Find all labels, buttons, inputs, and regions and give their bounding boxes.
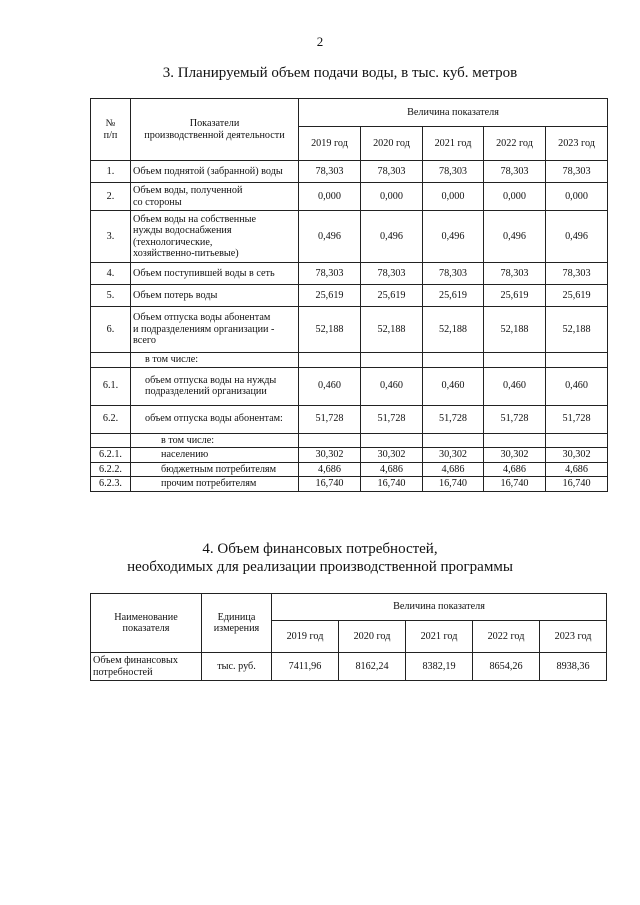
table-cell: 4,686 xyxy=(299,462,361,477)
table-cell: 0,460 xyxy=(546,367,608,405)
table-cell: 30,302 xyxy=(546,448,608,463)
row-label: объем отпуска воды на нужды подразделений организации xyxy=(131,367,299,405)
table-row xyxy=(91,462,608,477)
row-number: 5. xyxy=(91,285,131,307)
table-cell: 25,619 xyxy=(546,285,608,307)
table-cell: 16,740 xyxy=(546,477,608,492)
table-cell xyxy=(546,433,608,448)
row-label: объем отпуска воды абонентам: xyxy=(131,405,299,433)
table-cell: 8938,36 xyxy=(540,653,607,681)
year-header: 2023 год xyxy=(540,621,607,653)
year-header: 2020 год xyxy=(339,621,406,653)
table-cell: 0,460 xyxy=(361,367,423,405)
table-row xyxy=(91,448,608,463)
table-cell: 30,302 xyxy=(299,448,361,463)
row-number: 1. xyxy=(91,161,131,183)
table-cell: 51,728 xyxy=(546,405,608,433)
row-label: в том числе: xyxy=(131,353,299,368)
row-label: Объем финансовых потребностей xyxy=(91,653,202,681)
table-row xyxy=(91,353,608,368)
year-header: 2022 год xyxy=(473,621,540,653)
table-cell: 25,619 xyxy=(484,285,546,307)
table-cell: 0,460 xyxy=(423,367,484,405)
table-cell: 16,740 xyxy=(361,477,423,492)
table-cell: 16,740 xyxy=(484,477,546,492)
section-3-title: 3. Планируемый объем подачи воды, в тыс. куб. метров xyxy=(162,65,518,81)
table-row xyxy=(91,183,608,211)
header-unit: Единица измерения xyxy=(202,594,272,653)
table-cell: 78,303 xyxy=(299,263,361,285)
financial-needs-table xyxy=(90,593,607,681)
table-cell: 78,303 xyxy=(361,161,423,183)
table-cell: 0,000 xyxy=(423,183,484,211)
row-label: Объем поднятой (забранной) воды xyxy=(131,161,299,183)
row-label: Объем поступившей воды в сеть xyxy=(131,263,299,285)
year-header: 2021 год xyxy=(423,127,484,161)
header-value: Величина показателя xyxy=(299,99,608,127)
table-cell: 0,496 xyxy=(361,211,423,263)
table-cell: 52,188 xyxy=(299,307,361,353)
row-unit: тыс. руб. xyxy=(202,653,272,681)
year-header: 2021 год xyxy=(406,621,473,653)
table-cell: 8162,24 xyxy=(339,653,406,681)
row-label: в том числе: xyxy=(131,433,299,448)
table-row xyxy=(91,161,608,183)
row-label: Объем отпуска воды абонентам и подразделениям организации - всего xyxy=(131,307,299,353)
table-row xyxy=(91,405,608,433)
table-cell: 78,303 xyxy=(361,263,423,285)
table-cell: 0,496 xyxy=(423,211,484,263)
table-cell: 0,496 xyxy=(484,211,546,263)
table-row xyxy=(91,477,608,492)
table-cell: 78,303 xyxy=(546,161,608,183)
table-cell: 0,460 xyxy=(299,367,361,405)
table-cell xyxy=(484,433,546,448)
table-cell: 52,188 xyxy=(546,307,608,353)
table-cell xyxy=(423,353,484,368)
table-cell: 30,302 xyxy=(361,448,423,463)
table-cell: 0,496 xyxy=(299,211,361,263)
table-cell xyxy=(423,433,484,448)
table-cell: 0,000 xyxy=(299,183,361,211)
row-number: 3. xyxy=(91,211,131,263)
table-cell: 4,686 xyxy=(484,462,546,477)
table-row xyxy=(91,307,608,353)
table-cell: 51,728 xyxy=(299,405,361,433)
header-num: № п/п xyxy=(91,99,131,161)
row-number xyxy=(91,433,131,448)
table-cell: 78,303 xyxy=(423,161,484,183)
row-number: 2. xyxy=(91,183,131,211)
row-number: 6.1. xyxy=(91,367,131,405)
table-cell: 0,460 xyxy=(484,367,546,405)
table-cell: 51,728 xyxy=(361,405,423,433)
water-supply-table xyxy=(90,98,608,492)
table-cell xyxy=(361,353,423,368)
row-number: 4. xyxy=(91,263,131,285)
table-cell: 51,728 xyxy=(423,405,484,433)
table-cell: 78,303 xyxy=(484,263,546,285)
table-cell: 30,302 xyxy=(423,448,484,463)
row-number: 6.2.2. xyxy=(91,462,131,477)
row-number: 6.2. xyxy=(91,405,131,433)
table-cell: 25,619 xyxy=(299,285,361,307)
table-row xyxy=(91,433,608,448)
table-row xyxy=(91,263,608,285)
row-number: 6. xyxy=(91,307,131,353)
header-name: Наименование показателя xyxy=(91,594,202,653)
table-cell: 4,686 xyxy=(361,462,423,477)
row-number xyxy=(91,353,131,368)
year-header: 2019 год xyxy=(299,127,361,161)
table-row xyxy=(91,211,608,263)
table-cell: 25,619 xyxy=(361,285,423,307)
table-row xyxy=(91,367,608,405)
table-cell: 30,302 xyxy=(484,448,546,463)
table-cell: 16,740 xyxy=(299,477,361,492)
table-cell: 78,303 xyxy=(423,263,484,285)
table-cell: 16,740 xyxy=(423,477,484,492)
table-cell: 78,303 xyxy=(484,161,546,183)
year-header: 2023 год xyxy=(546,127,608,161)
year-header: 2022 год xyxy=(484,127,546,161)
row-label: бюджетным потребителям xyxy=(131,462,299,477)
table-cell: 8654,26 xyxy=(473,653,540,681)
year-header: 2020 год xyxy=(361,127,423,161)
table-cell xyxy=(361,433,423,448)
row-number: 6.2.3. xyxy=(91,477,131,492)
page-number: 2 xyxy=(316,34,324,49)
table-cell: 7411,96 xyxy=(272,653,339,681)
table-cell: 8382,19 xyxy=(406,653,473,681)
table-cell: 0,000 xyxy=(361,183,423,211)
row-label: Объем потерь воды xyxy=(131,285,299,307)
table-cell: 4,686 xyxy=(546,462,608,477)
table-cell xyxy=(484,353,546,368)
section-4-title: 4. Объем финансовых потребностей, необходимых для реализации производственной программы xyxy=(127,541,513,575)
table-cell xyxy=(546,353,608,368)
table-cell: 25,619 xyxy=(423,285,484,307)
row-label: Объем воды, полученной со стороны xyxy=(131,183,299,211)
table-row xyxy=(91,285,608,307)
year-header: 2019 год xyxy=(272,621,339,653)
table-cell: 52,188 xyxy=(423,307,484,353)
table-cell: 0,000 xyxy=(484,183,546,211)
row-number: 6.2.1. xyxy=(91,448,131,463)
row-label: прочим потребителям xyxy=(131,477,299,492)
header-value: Величина показателя xyxy=(272,594,607,621)
table-cell: 51,728 xyxy=(484,405,546,433)
table-cell: 52,188 xyxy=(484,307,546,353)
row-label: Объем воды на собственные нужды водоснабжения (технологические, хозяйственно-питьевые) xyxy=(131,211,299,263)
table-cell xyxy=(299,353,361,368)
header-indicators: Показатели производственной деятельности xyxy=(131,99,299,161)
table-cell: 0,496 xyxy=(546,211,608,263)
table-cell: 4,686 xyxy=(423,462,484,477)
table-cell xyxy=(299,433,361,448)
row-label: населению xyxy=(131,448,299,463)
table-cell: 52,188 xyxy=(361,307,423,353)
table-cell: 0,000 xyxy=(546,183,608,211)
table-cell: 78,303 xyxy=(299,161,361,183)
table-cell: 78,303 xyxy=(546,263,608,285)
